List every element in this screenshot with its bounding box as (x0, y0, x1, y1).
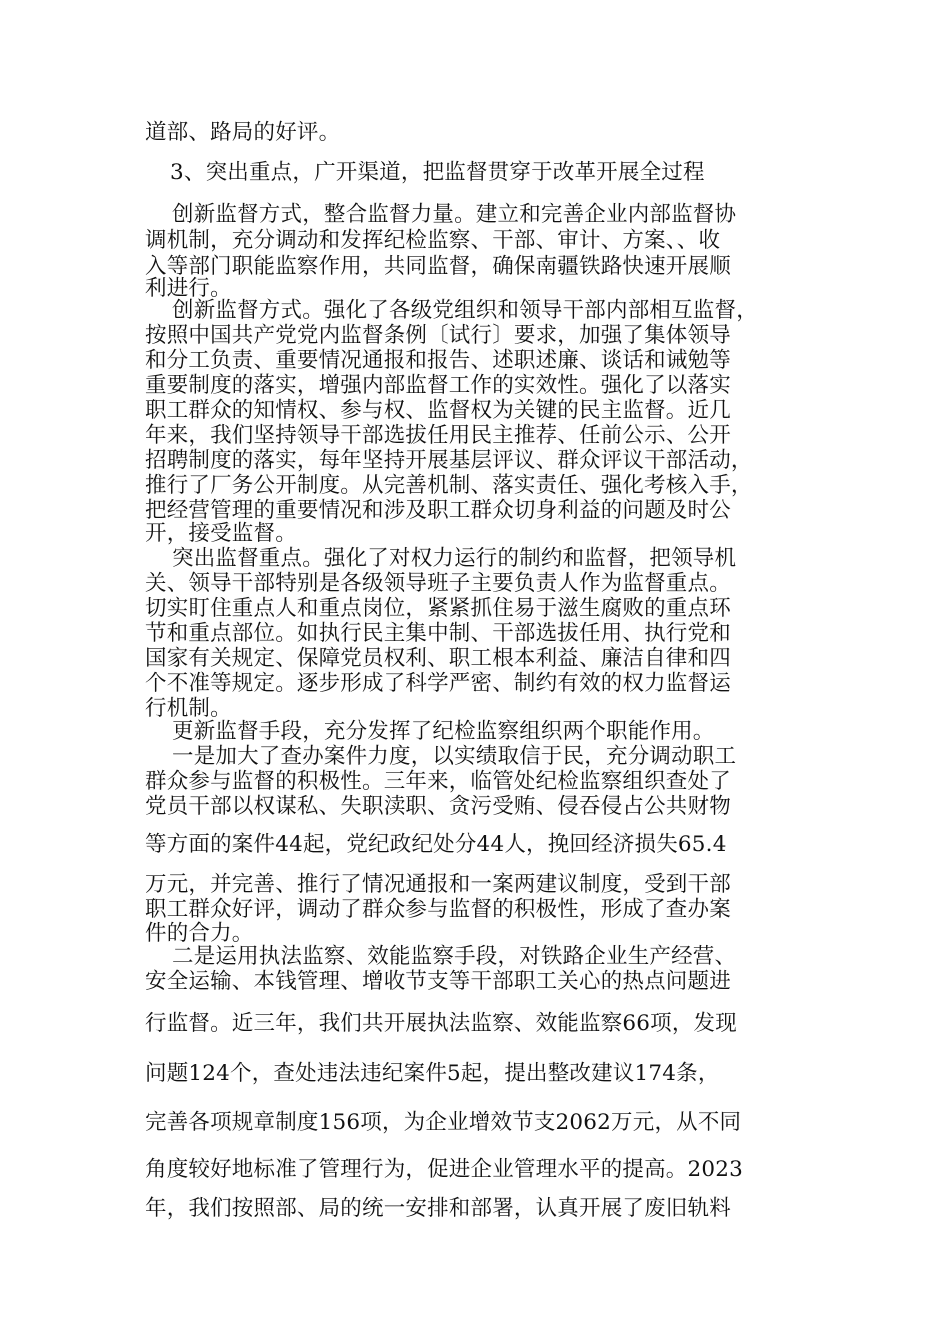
text-line: 问题124个，查处违法违纪案件5起，提出整改建议174条， (145, 1061, 720, 1086)
text-line: 万元，并完善、推行了情况通报和一案两建议制度，受到干部 (145, 872, 731, 897)
text-line: 党员干部以权谋私、失职渎职、贪污受贿、侵吞侵占公共财物 (145, 794, 731, 819)
text-line: 群众参与监督的积极性。三年来，临管处纪检监察组织查处了 (145, 769, 731, 794)
text-line: 创新监督方式。强化了各级党组织和领导干部内部相互监督， (172, 298, 758, 323)
text-line: 关、领导干部特别是各级领导班子主要负责人作为监督重点。 (145, 571, 731, 596)
text-line: 和分工负责、重要情况通报和报告、述职述廉、谈话和诫勉等 (145, 348, 731, 373)
text-line: 国家有关规定、保障党员权利、职工根本利益、廉洁自律和四 (145, 646, 731, 671)
text-line: 安全运输、本钱管理、增收节支等干部职工关心的热点问题进 (145, 969, 731, 994)
text-line: 件的合力。 (145, 921, 254, 946)
text-line: 重要制度的落实，增强内部监督工作的实效性。强化了以落实 (145, 373, 731, 398)
text-line: 职工群众好评，调动了群众参与监督的积极性，形成了查办案 (145, 897, 731, 922)
text-line: 完善各项规章制度156项，为企业增效节支2062万元，从不同 (145, 1110, 742, 1135)
text-line: 一是加大了查办案件力度，以实绩取信于民，充分调动职工 (172, 744, 737, 769)
text-line: 年来，我们坚持领导干部选拔任用民主推荐、任前公示、公开 (145, 423, 731, 448)
text-line: 个不准等规定。逐步形成了科学严密、制约有效的权力监督运 (145, 671, 731, 696)
text-line: 行监督。近三年，我们共开展执法监察、效能监察66项，发现 (145, 1011, 737, 1036)
text-line: 角度较好地标准了管理行为，促进企业管理水平的提高。2023 (145, 1157, 744, 1182)
text-line: 入等部门职能监察作用，共同监督，确保南疆铁路快速开展顺 (145, 254, 731, 279)
text-line: 突出监督重点。强化了对权力运行的制约和监督，把领导机 (172, 546, 737, 571)
text-line: 切实盯住重点人和重点岗位，紧紧抓住易于滋生腐败的重点环 (145, 596, 731, 621)
text-line: 开，接受监督。 (145, 521, 297, 546)
text-line: 行机制。 (145, 696, 232, 721)
text-line: 年，我们按照部、局的统一安排和部署，认真开展了废旧轨料 (145, 1196, 731, 1221)
text-line: 节和重点部位。如执行民主集中制、干部选拔任用、执行党和 (145, 621, 731, 646)
text-line: 更新监督手段，充分发挥了纪检监察组织两个职能作用。 (172, 719, 715, 744)
text-line: 二是运用执法监察、效能监察手段，对铁路企业生产经营、 (172, 944, 737, 969)
text-line: 按照中国共产党党内监督条例〔试行〕要求，加强了集体领导 (145, 323, 731, 348)
text-line: 道部、路局的好评。 (145, 120, 341, 145)
section-heading: 3、突出重点，广开渠道，把监督贯穿于改革开展全过程 (170, 160, 705, 185)
text-line: 把经营管理的重要情况和涉及职工群众切身利益的问题及时公 (145, 498, 731, 523)
text-line: 调机制，充分调动和发挥纪检监察、干部、审计、方案、、收 (145, 228, 721, 253)
text-line: 招聘制度的落实，每年坚持开展基层评议、群众评议干部活动， (145, 448, 753, 473)
text-line: 职工群众的知情权、参与权、监督权为关键的民主监督。近几 (145, 398, 731, 423)
text-line: 创新监督方式，整合监督力量。建立和完善企业内部监督协 (172, 202, 737, 227)
text-line: 推行了厂务公开制度。从完善机制、落实责任、强化考核入手， (145, 473, 753, 498)
text-line: 等方面的案件44起，党纪政纪处分44人，挽回经济损失65.4 (145, 832, 727, 857)
text-line: 利进行。 (145, 276, 232, 301)
